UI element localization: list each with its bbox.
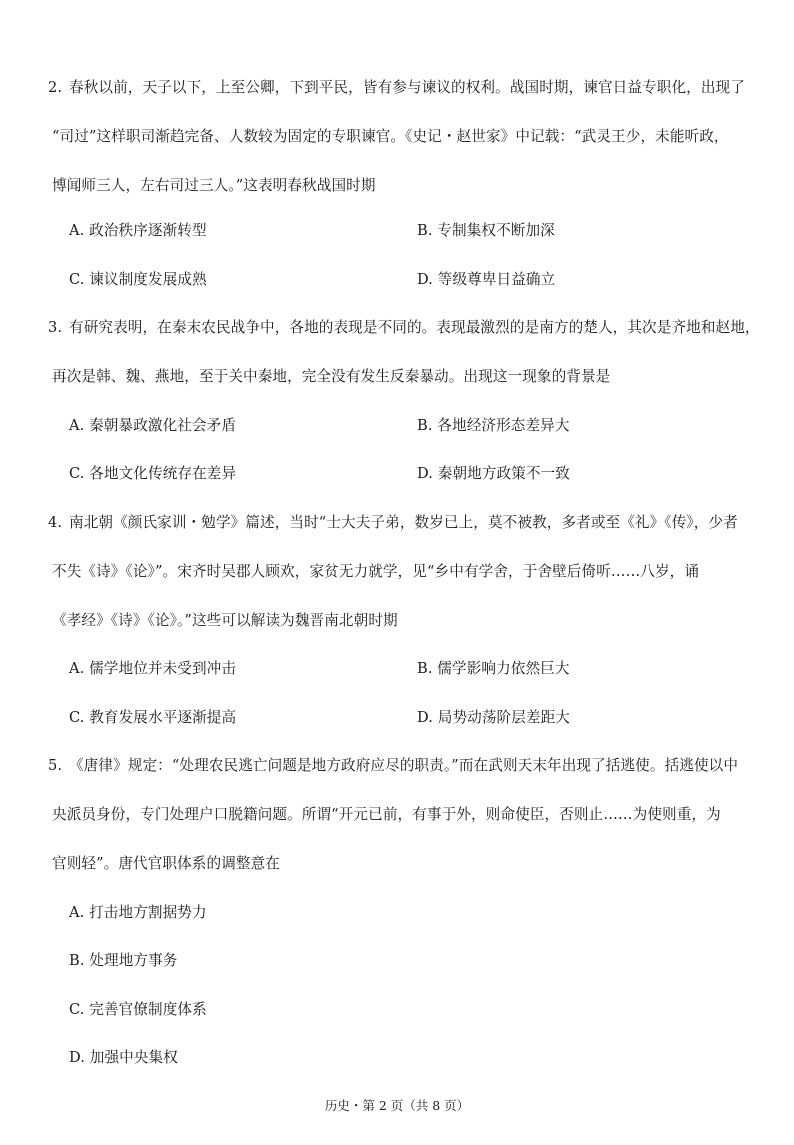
question-2-option-a[interactable]: A. 政治秩序逐渐转型 (69, 222, 207, 239)
question-2-line-1 (0, 78, 794, 98)
question-4-line-2 (0, 562, 794, 582)
question-5-option-d[interactable]: D. 加强中央集权 (69, 1049, 178, 1066)
question-2-option-b[interactable]: B. 专制集权不断加深 (417, 222, 555, 239)
question-4-option-b[interactable]: B. 儒学影响力依然巨大 (417, 660, 570, 677)
question-3-option-d[interactable]: D. 秦朝地方政策不一致 (417, 465, 571, 482)
question-2-option-d[interactable]: D. 等级尊卑日益确立 (417, 271, 556, 288)
question-5-stem-2: 央派员身份，专门处理户口脱籍问题。所谓“开元已前，有事于外，则命使臣，否则止……为使则重，为 (52, 806, 721, 823)
question-3-line-2 (0, 367, 794, 387)
question-5-option-a-row (0, 903, 794, 923)
question-3-line-1 (0, 318, 794, 338)
question-4-option-a[interactable]: A. 儒学地位并未受到冲击 (69, 660, 237, 677)
question-5-option-b[interactable]: B. 处理地方事务 (69, 952, 178, 969)
question-5-stem-3: 官则轻”。唐代官职体系的调整意在 (52, 855, 280, 872)
question-5-line-2 (0, 805, 794, 825)
question-4-number: 4. (48, 514, 63, 531)
question-2-options-ab (0, 221, 794, 241)
question-4-stem-1: 南北朝《颜氏家训・勉学》篇述，当时“士大夫子弟，数岁已上，莫不被教，多者或至《礼》《传》，少者 (69, 514, 738, 531)
question-5-line-1 (0, 756, 794, 776)
question-2-stem-2: “司过”这样职司渐趋完备、人数较为固定的专职谏官。《史记・赵世家》中记载：“武灵王少，未能听政， (52, 128, 729, 145)
question-5-number: 5. (48, 757, 63, 774)
question-5-stem-1: 《唐律》规定：“处理农民逃亡问题是地方政府应尽的职责。”而在武则天末年出现了括逃使。括逃使以中 (69, 757, 739, 774)
question-3-option-a[interactable]: A. 秦朝暴政激化社会矛盾 (69, 417, 237, 434)
question-4-stem-2: 不失《诗》《论》”。宋齐时吴郡人顾欢，家贫无力就学，见“乡中有学舍，于舍壁后倚听……八岁，诵 (52, 563, 700, 580)
question-2-stem-1: 春秋以前，天子以下，上至公卿，下到平民，皆有参与谏议的权利。战国时期，谏官日益专职化，出现了 (69, 79, 745, 96)
question-2-stem-3: 博闻师三人，左右司过三人。”这表明春秋战国时期 (52, 177, 376, 194)
question-3-option-b[interactable]: B. 各地经济形态差异大 (417, 417, 570, 434)
page-footer: 历史・第 2 页（共 8 页） (324, 1098, 470, 1113)
question-5-option-c-row (0, 1000, 794, 1020)
question-2-line-3 (0, 176, 794, 196)
question-4-options-cd (0, 708, 794, 728)
question-4-option-c[interactable]: C. 教育发展水平逐渐提高 (69, 709, 237, 726)
question-5-option-a[interactable]: A. 打击地方割据势力 (69, 904, 207, 921)
question-5-line-3 (0, 854, 794, 874)
question-4-stem-3: 《孝经》《诗》《论》。”这些可以解读为魏晋南北朝时期 (52, 612, 398, 629)
question-2-number: 2. (48, 79, 63, 96)
question-3-option-c[interactable]: C. 各地文化传统存在差异 (69, 465, 237, 482)
question-3-stem-1: 有研究表明，在秦末农民战争中，各地的表现是不同的。表现最激烈的是南方的楚人，其次是齐地和赵地， (69, 319, 760, 336)
question-3-options-ab (0, 416, 794, 436)
question-3-options-cd (0, 464, 794, 484)
question-5-option-b-row (0, 951, 794, 971)
question-4-option-d[interactable]: D. 局势动荡阶层差距大 (417, 709, 571, 726)
question-4-options-ab (0, 659, 794, 679)
question-5-option-d-row (0, 1048, 794, 1068)
question-5-option-c[interactable]: C. 完善官僚制度体系 (69, 1001, 207, 1018)
question-3-stem-2: 再次是韩、魏、燕地，至于关中秦地，完全没有发生反秦暴动。出现这一现象的背景是 (52, 368, 611, 385)
question-2-option-c[interactable]: C. 谏议制度发展成熟 (69, 271, 207, 288)
question-4-line-1 (0, 513, 794, 533)
question-4-line-3 (0, 611, 794, 631)
question-2-line-2 (0, 127, 794, 147)
question-2-options-cd (0, 270, 794, 290)
question-3-number: 3. (48, 319, 63, 336)
